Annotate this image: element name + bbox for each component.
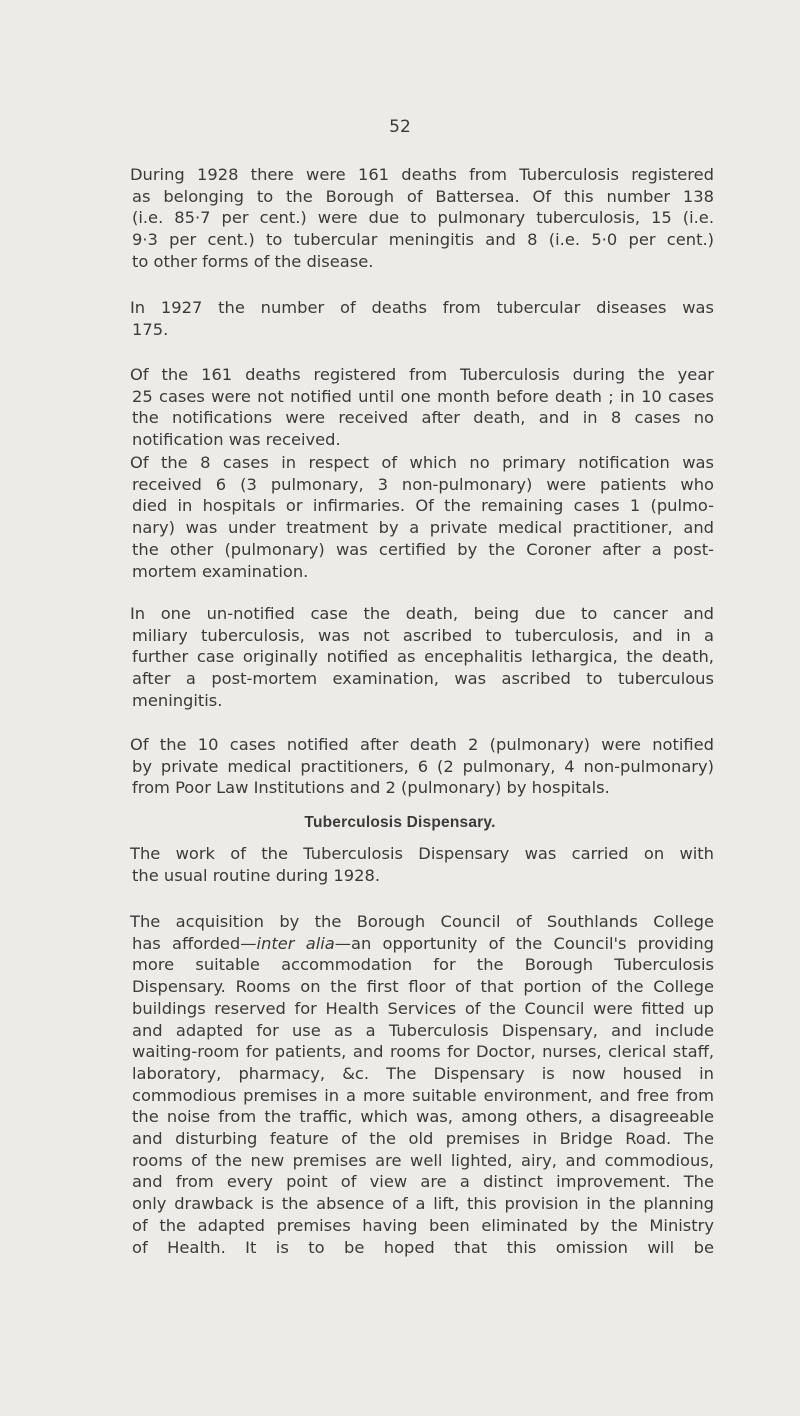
text-line: (i.e. 85·7 per cent.) were due to pulmonary tuberculosis, 15 (i.e. bbox=[132, 208, 714, 228]
paragraph-deaths-1927 bbox=[98, 297, 714, 340]
paragraph-un-notified-case bbox=[98, 603, 714, 712]
paragraph-no-primary-notification bbox=[98, 452, 714, 582]
text-line: 9·3 per cent.) to tubercular meningitis and 8 (i.e. 5·0 per cent.) bbox=[132, 230, 714, 250]
text-line: the noise from the traffic, which was, among others, a disagreeable bbox=[132, 1107, 714, 1127]
text-line: Dispensary. Rooms on the first floor of that portion of the College bbox=[132, 977, 714, 997]
text-line: received 6 (3 pulmonary, 3 non-pulmonary) were patients who bbox=[132, 474, 714, 494]
text-line: the other (pulmonary) was certified by the Coroner after a post- bbox=[132, 539, 714, 559]
text-line: to other forms of the disease. bbox=[132, 251, 374, 271]
text-line: of the adapted premises having been eliminated by the Ministry bbox=[132, 1215, 714, 1235]
text-line: Of the 161 deaths registered from Tuberculosis during the year bbox=[130, 365, 714, 384]
text-line: laboratory, pharmacy, &c. The Dispensary is now housed in bbox=[132, 1063, 714, 1083]
text-line: In one un-notified case the death, being due to cancer and bbox=[130, 604, 714, 623]
text-line: miliary tuberculosis, was not ascribed to tuberculosis, and in a bbox=[132, 625, 714, 645]
text-line: and from every point of view are a distinct improvement. The bbox=[132, 1172, 714, 1192]
text-line: Of the 10 cases notified after death 2 (pulmonary) were notified bbox=[130, 735, 714, 754]
text-line: commodious premises in a more suitable environment, and free from bbox=[132, 1085, 714, 1105]
paragraph-southlands-college bbox=[98, 911, 714, 1258]
section-heading: Tuberculosis Dispensary. bbox=[304, 814, 496, 831]
paragraph-notified-after-death bbox=[98, 734, 714, 799]
text-line: of Health. It is to be hoped that this omission will be bbox=[132, 1237, 714, 1257]
text-line: buildings reserved for Health Services of the Council were fitted up bbox=[132, 998, 714, 1018]
text-line: 175. bbox=[132, 319, 169, 339]
text-line: died in hospitals or infirmaries. Of the remaining cases 1 (pulmo- bbox=[132, 496, 714, 516]
text-line: The acquisition by the Borough Council of Southlands College bbox=[130, 912, 714, 931]
text-line: as belonging to the Borough of Battersea. Of this number 138 bbox=[132, 186, 714, 206]
text-line: the usual routine during 1928. bbox=[132, 865, 381, 885]
text-line: more suitable accommodation for the Borough Tuberculosis bbox=[132, 955, 714, 975]
text-line-with-italics: has afforded—inter alia—an opportunity of the Council's providing bbox=[132, 933, 714, 953]
text-line: after a post-mortem examination, was ascribed to tuberculous bbox=[132, 669, 714, 689]
text-line: and disturbing feature of the old premises in Bridge Road. The bbox=[132, 1129, 714, 1149]
text-line: The work of the Tuberculosis Dispensary was carried on with bbox=[130, 844, 714, 863]
text-line: and adapted for use as a Tuberculosis Dispensary, and include bbox=[132, 1020, 714, 1040]
paragraph-deaths-1928 bbox=[98, 164, 714, 273]
italic-phrase: inter alia bbox=[256, 933, 335, 953]
text-line: waiting-room for patients, and rooms for Doctor, nurses, clerical staff, bbox=[132, 1042, 714, 1062]
text-line: from Poor Law Institutions and 2 (pulmonary) by hospitals. bbox=[132, 778, 610, 798]
text-line: mortem examination. bbox=[132, 561, 309, 581]
text-line: rooms of the new premises are well lighted, airy, and commodious, bbox=[132, 1150, 714, 1170]
text-line: nary) was under treatment by a private medical practitioner, and bbox=[132, 518, 714, 538]
paragraph-dispensary-routine bbox=[98, 843, 714, 886]
text-line: only drawback is the absence of a lift, this provision in the planning bbox=[132, 1194, 714, 1214]
text-line: further case originally notified as encephalitis lethargica, the death, bbox=[132, 647, 714, 667]
text-line: Of the 8 cases in respect of which no primary notification was bbox=[130, 453, 714, 472]
text-line: During 1928 there were 161 deaths from Tuberculosis registered bbox=[130, 165, 714, 184]
page-number: 52 bbox=[389, 117, 411, 137]
text-line: the notifications were received after death, and in 8 cases no bbox=[132, 408, 714, 428]
text-line: by private medical practitioners, 6 (2 pulmonary, 4 non-pulmonary) bbox=[132, 756, 714, 776]
text-line: In 1927 the number of deaths from tubercular diseases was bbox=[130, 298, 714, 317]
text-line: meningitis. bbox=[132, 690, 223, 710]
paragraph-notifications bbox=[98, 364, 714, 451]
text-line: 25 cases were not notified until one month before death ; in 10 cases bbox=[132, 386, 714, 406]
text-line: notification was received. bbox=[132, 430, 341, 450]
